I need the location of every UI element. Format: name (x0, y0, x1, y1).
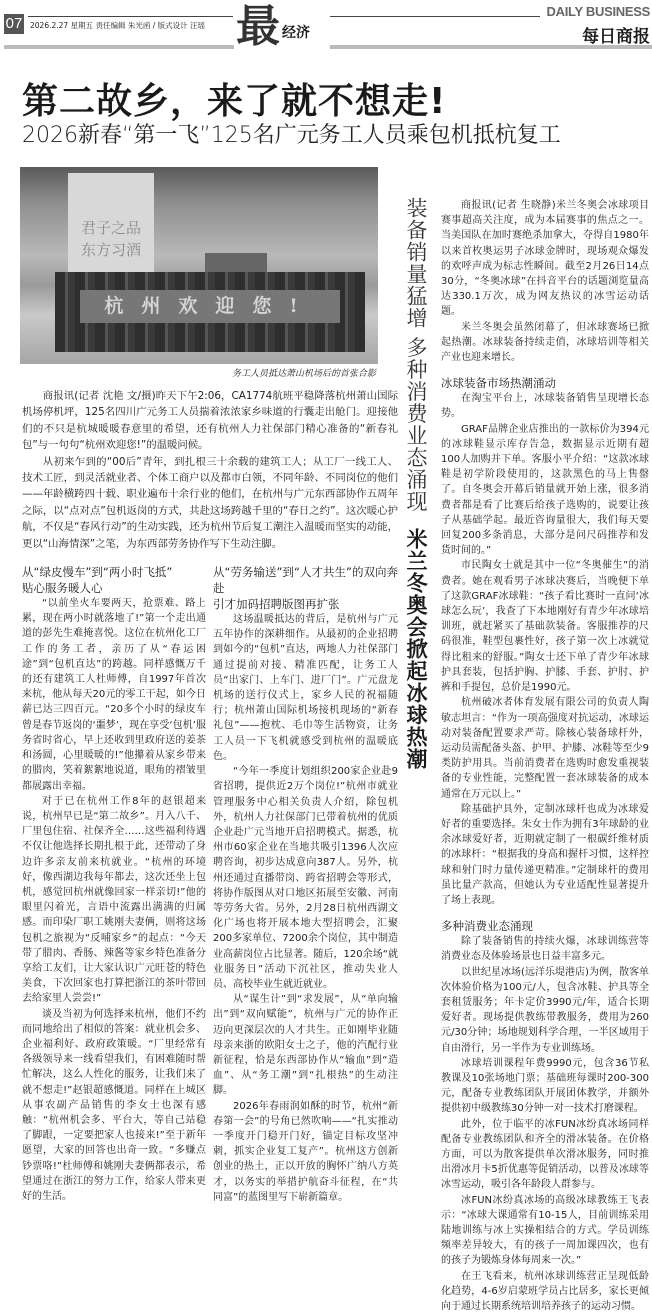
paragraph: “今年一季度计划组织200家企业赴9省招聘，提供近2万个岗位!”杭州市就业管理服务中心相关负责人介绍，除包机外，杭州人力社保部门已带着杭州的优质企业赴广元当地开启招聘模式。据悉，杭州市60家企业在当地共吸引1396人次应聘咨询，初步达成意向387人。另外，杭州还通过直播带岗、跨省招聘会等形式，将协作版图从对口地区拓展至安徽、河南等劳务大省。另外，2月28日杭州西湖文化广场也将开展本地大型招聘会，汇聚200多家单位、7200余个岗位，其中制造业高薪岗位占比显著。随后，120余场“就业服务日”活动下沉社区，推动失业人员、高校毕业生就近就业。 (213, 766, 398, 990)
article-title: 第二故乡，来了就不想走! (22, 81, 447, 122)
paragraph: “以前坐火车要两天，抢票难、路上累，现在两小时就落地了!”第一个走出通道的彭先生难掩喜悦。这位在杭州化工厂工作的务工者，亲历了从“春运困途”到“包机直达”的跨越。同样感慨万千的还有建筑工人杜师傅，自1997年首次来杭，他从每天20元的零工干起，如今日薪已达三四百元。“20多个小时的绿皮车曾是春节返岗的‘噩梦’，现在享受‘包机’服务省时省心，早上还收到里政府送的姜茶和汤圆，心里暖暖的!”他攥着从家乡带来的腊肉，笑着絮絮地说道，眼角的褶皱里都展露出幸福。 (22, 598, 206, 792)
photo-sign: 君子之品 东方习酒 (68, 173, 154, 273)
news-photo (20, 167, 378, 364)
subheading: 从“绿皮慢车”到“两小时飞抵” (22, 565, 173, 580)
subheading: 冰球装备市场热潮涌动 (441, 376, 556, 391)
english-name: DAILY BUSINESS (546, 4, 650, 19)
issue-meta: 2026.2.27 星期五 责任编辑 朱光函 / 版式设计 汪瑶 (30, 21, 206, 30)
page-number: 07 (5, 15, 23, 32)
paragraph: 除了装备销售的持续火爆，冰球训练营等消费业态及体验场景也日益丰富多元。 (441, 936, 649, 963)
paragraph: 除基础护具外，定制冰球杆也成为冰球爱好者的重要选择。朱女士作为拥有3年球龄的业余冰球爱好者，近期就定制了一根碳纤维材质的冰球杆：“根据我的身高和握杆习惯，这样控球和射门时力量传递更精准。”定制球杆的费用虽比量产款高，但她认为专业适配性显著提升了场上表现。 (441, 803, 649, 906)
section-name: 经济 (282, 25, 310, 41)
paragraph: 对于已在杭州工作8年的赵银超来说，杭州早已是“第二故乡”。月入八千、厂里包住宿、社保齐全……这些福利待遇不仅让他选择长期扎根于此，还带动了身边许多亲友前来杭就业。“杭州的环境好，像西湖边我每年都去，这次还坐上包机，感觉回杭州就像回家一样亲切!”他的眼里闪着光，言语中流露出满满的归属感。而印染厂职工姚刚夫妻俩，则将这场包机之旅视为“反哺家乡”的起点：“今天带了腊肉、香肠、辣酱等家乡特色准备分享给工友们，让大家认识广元旺苍的特色美食，下次回家也打算把浙江的茶叶带回去给家里人尝尝!” (22, 795, 206, 1005)
subheading: 贴心服务暖人心 (22, 581, 103, 596)
vertical-headline (404, 197, 428, 770)
photo-banner: 杭州欢迎您! (80, 290, 340, 323)
divider (330, 16, 540, 17)
paragraph: 商报讯(记者 生晓静)米兰冬奥会冰球项目赛事超高关注度，成为本届赛事的焦点之一。当美国队在加时赛绝杀加拿大，夺得自1980年以来首枚奥运男子冰球金牌时，现场观众爆发的欢呼声成为标志性瞬间。截至2月26日14点30分，“冬奥冰球”在抖音平台的话题浏览量高达330.1万次，成为网友热议的冰雪运动话题。 (441, 200, 649, 318)
paragraph: 这场温暖抵达的背后，是杭州与广元五年协作的深耕细作。从最初的企业招聘到如今的“包机”直达，两地人力社保部门通过提前对接、精准匹配，让务工人员“出家门、上车门、进厂门”。广元盘龙机场的送行仪式上，家乡人民的祝福随行；杭州萧山国际机场接机现场的“新春礼包”——抱枕、毛巾等生活物资，让务工人员一下飞机就感受到杭州的温暖底色。 (213, 614, 398, 762)
logo-big-char: 最 (236, 1, 280, 52)
photo-caption: 务工人员抵达萧山机场后的首张合影 (231, 369, 376, 379)
divider (4, 45, 234, 49)
paragraph: 米兰冬奥会虽然闭幕了，但冰球赛场已掀起热潮。冰球装备持续走俏，冰球培训等相关产业也迎来增长。 (441, 321, 649, 364)
subheading: 引才加码招聘版图再扩张 (213, 597, 340, 612)
paragraph: 市民陶女士就是其中一位“冬奥催生”的消费者。她在观看男子冰球决赛后，当晚便下单了这款GRAF冰球鞋：“孩子看比赛时一直问‘冰球怎么玩’，我查了下本地刚好有青少年冰球培训班，就赶紧买了基础款装备。客服推荐的尺码很准，鞋型包裹性好，孩子第一次上冰就觉得比租来的舒服。”陶女士还下单了青少年冰球护具套装，包括护胸、护膝、手套、护肘、护裤和手提包，总价是1990元。 (441, 560, 649, 694)
paragraph: 商报讯(记者 沈艳 文/摄)昨天下午2:06，CA1774航班平稳降落杭州萧山国际机场停机坪，125名四川广元务工人员揣着浓浓家乡味道的行囊走出舱门。迎接他们的不只是杭城暖暖春意里的希望，还有杭州人力社保部门精心准备的“新春礼包”与一句句“杭州欢迎您!”的温暖问候。 (22, 390, 398, 452)
paper-name: 每日商报 (582, 27, 650, 47)
subheading: 从“劳务输送”到“人才共生”的双向奔赴 (213, 565, 398, 596)
article-subtitle: 2026新春“第一飞”125名广元务工人员乘包机抵杭复工 (22, 123, 561, 148)
paragraph: 从初来乍到的“00后”青年，到扎根三十余载的建筑工人；从工厂一线工人、技术工匠，到灵活就业者、个体工商户以及都市白领，不同年龄、不同岗位的他们——年龄横跨四十载、职业遍布十余行业的他们，在杭州与广元东西部协作五周年之际，以“点对点”包机返岗的方式，共赴这场跨越千里的“春日之约”。这次暖心护航，不仅是“春风行动”的生动实践，还为杭州节后复工潮注入温暖而坚实的动能，更以“山海情深”之笔，为东西部劳务协作写下生动注脚。 (22, 455, 398, 550)
paragraph: 2026年春雨润如酥的时节，杭州“新春第一会”的号角已然吹响——“扎实推动一季度开门稳开门好，锚定目标攻坚冲刺，抓实企业复工复产”。杭州这方创新创业的热土，正以开放的胸怀广纳八方英才，以务实的举措护航奋斗征程，在“共同富”的蓝图里写下崭新篇章。 (213, 1100, 398, 1203)
headline-bold: 米兰冬奥会掀起冰球热潮 (404, 528, 428, 771)
column-left (22, 564, 206, 1204)
paragraph: 谈及当初为何选择来杭州，他们不约而同地给出了相似的答案：就业机会多、企业福利好、政府政策暖。“厂里经常有各级领导来一线看望我们，有困难随时帮忙解决，这么人性化的服务，让我们来了就不想走!”赵银超感慨道。同样在上城区从事农副产品销售的李女士也深有感触：“杭州机会多、平台大，等自己站稳了脚跟，一定要把家人也接来!”至于新年愿望，大家的回答也出奇一致。“多赚点钞票咯!”杜师傅和姚刚夫妻俩都表示，希望通过在浙江的努力工作，给家人带来更好的生活。 (22, 1008, 206, 1202)
column-right (441, 198, 649, 1314)
paragraph: 冰FUN冰纷真冰场的高级冰球教练王飞表示：“冰球大课通常有10-15人，目前训练采用陆地训练与冰上实操相结合的方式。学员训练频率差异较大，有的孩子一周加课四次，也有的孩子为锻炼身体每周来一次。” (441, 1194, 649, 1267)
paragraph: 此外，位于临平的冰FUN冰纷真冰场同样配备专业教练团队和齐全的滑冰装备。在价格方面，可以为散客提供单次滑冰服务，同时推出滑冰月卡5折优惠等促销活动，以普及冰球等冰雪运动，吸引各年龄段人群参与。 (441, 1118, 649, 1191)
paragraph: 冰球培训课程年费9990元，包含36节私教课及10张场地门票；基础班每课时200-300元，配备专业教练团队开展团体教学，并额外提供初中级教练30分钟一对一技术打磨课程。 (441, 1057, 649, 1115)
subheading: 多种消费业态涌现 (441, 919, 533, 934)
paragraph: 杭州破冰者体育发展有限公司的负责人陶敏志坦言：“作为一项高强度对抗运动，冰球运动对装备配置要求严苛。除核心装备球杆外，运动员需配备头盔、护甲、护膝、冰鞋等至少9类防护用具。当前消费者在选购时愈发重视装备的专业性能，完整配置一套冰球装备的成本通常在万元以上。” (441, 697, 649, 800)
divider (28, 16, 233, 17)
paragraph: GRAF品牌企业店推出的一款标价为394元的冰球鞋显示库存告急，数据显示近期有超100人加购并下单。客服小平介绍：“这款冰球鞋是初学阶段使用的，这款黑色的马上售罄了。自冬奥会开幕后销量就开始上涨，很多消费者都是看了比赛后给孩子选购的，说要让孩子从基础学起。最近咨询量很大，我们每天要回复200多条消息，大部分是问尺码推荐和发货时间的。” (441, 423, 649, 557)
paragraph: 在王飞看来，杭州冰球训练营正呈现低龄化趋势，4-6岁启蒙班学员占比居多，家长更倾向于通过长期系统培训培养孩子的运动习惯。 (441, 1270, 649, 1313)
lead-text (22, 388, 398, 552)
paragraph: 从“谋生计”到“求发展”，从“单向输出”到“双向赋能”，杭州与广元的协作正迈向更深层次的人才共生。正如刚毕业随母亲来浙的欧阳女士之子，他的汽配行业新征程，恰是东西部协作从“输血”到“造血”、从“务工潮”到“扎根热”的生动注脚。 (213, 994, 398, 1097)
paragraph: 以世纪星冰场(远洋乐堤港店)为例，散客单次体验价格为100元/人，包含冰鞋、护具等全套租赁服务；年卡定价3990元/年，适合长期爱好者。现场提供教练带教服务，费用为260元/30分钟；场地规划科学合理，一半区域用于自由滑行，另一半作为专业训练场。 (441, 966, 649, 1054)
headline-light: 装备销量猛增 多种消费业态涌现 (404, 197, 428, 513)
column-middle (213, 564, 398, 1205)
body-columns (22, 564, 398, 1205)
paragraph: 在淘宝平台上，冰球装备销售呈现增长态势。 (441, 393, 649, 420)
article1-body (22, 388, 398, 1205)
